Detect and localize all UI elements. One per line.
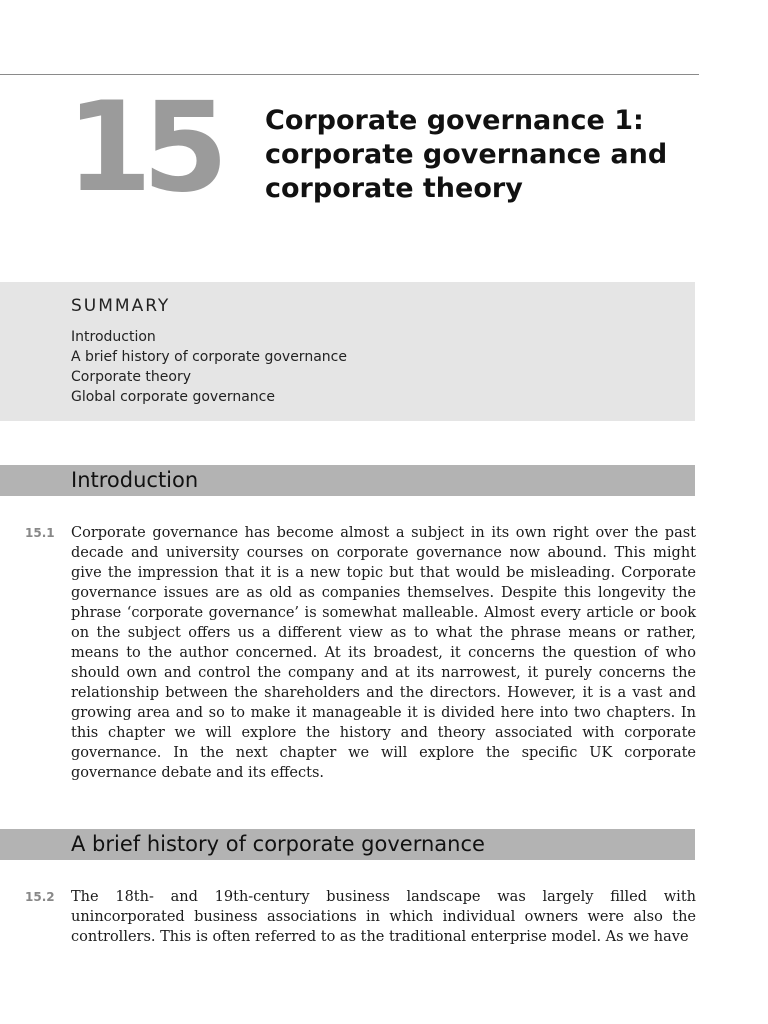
paragraph-text: The 18th- and 19th-century business landscape was largely filled with unincorporated business associations in which individual owners were also the controllers. This is often referred to as the traditional enterprise model. As we have (71, 889, 696, 945)
summary-item: Introduction (71, 329, 156, 345)
chapter-title: Corporate governance 1: corporate governance and corporate theory (265, 105, 668, 204)
summary-list (71, 327, 347, 407)
paragraph-number: 15.1 (25, 526, 55, 540)
section-title: A brief history of corporate governance (71, 832, 485, 856)
summary-item: Corporate theory (71, 369, 192, 385)
chapter-number: 15 (66, 76, 219, 220)
paragraph-text: Corporate governance has become almost a subject in its own right over the past decade and university courses on corporate governance now abound. This might give the impression that it is a new topic but that would be misleading. Corporate governance issues are as old as companies themselves. Despite this longevity the phrase ‘corporate governance’ is somewhat malleable. Almost every article or book on the subject offers us a different view as to what the phrase means or rather, means to the author concerned. At its broadest, it concerns the question of who should own and control the company and at its narrowest, it purely concerns the relationship between the shareholders and the directors. However, it is a vast and growing area and so to make it manageable it is divided here into two chapters. In this chapter we will explore the history and theory associated with corporate governance. In the next chapter we will explore the specific UK corporate governance debate and its effects. (71, 525, 696, 781)
section-title: Introduction (71, 468, 199, 492)
section-heading-introduction (0, 465, 695, 496)
section-heading-history (0, 829, 695, 860)
paragraph-number: 15.2 (25, 890, 55, 904)
summary-item: Global corporate governance (71, 389, 275, 405)
summary-heading: SUMMARY (71, 296, 171, 316)
top-rule (0, 74, 699, 75)
summary-item: A brief history of corporate governance (71, 349, 347, 365)
